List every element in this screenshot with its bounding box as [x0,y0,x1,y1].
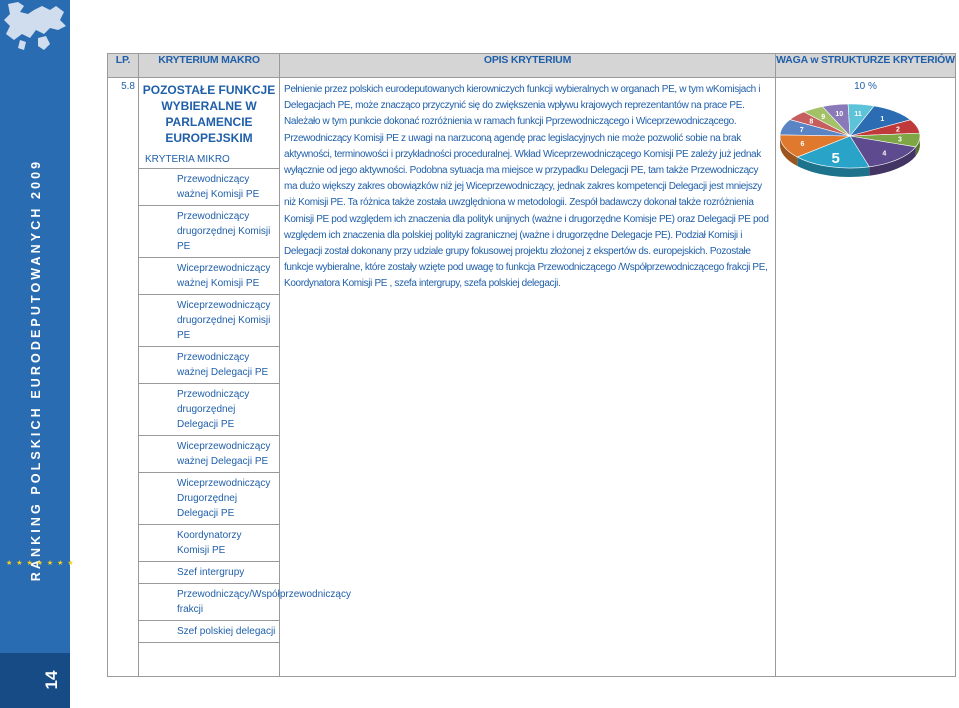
pie-slice-label: 2 [896,126,900,134]
macro-title: POZOSTAŁE FUNKCJE WYBIERALNE W PARLAMENCIE EUROPEJSKIM [142,83,276,145]
pie-chart [778,100,954,188]
eu-map-graphic [0,0,70,52]
pie-slice-label: 8 [809,118,814,126]
header-description: OPIS KRYTERIUM [280,54,776,78]
sidebar [0,0,75,708]
micro-item: Wiceprzewodniczący ważnej Delegacji PE [138,435,280,472]
weight-value: 10 % [854,81,877,92]
row-lp: 5.8 [108,78,139,677]
pie-slice-label: 9 [821,113,826,121]
pie-slice-label: 10 [835,110,844,118]
table-header-row [108,54,956,78]
pie-slice-label: 11 [854,110,862,118]
criteria-table [107,53,956,677]
pie-slice-label: 3 [898,136,902,144]
micro-item: Koordynatorzy Komisji PE [138,524,280,561]
micro-item-empty [138,642,280,676]
micro-item: Przewodniczący drugorzędnej Delegacji PE [138,383,280,435]
header-weight: WAGA w STRUKTURZE KRYTERIÓW [776,54,956,78]
micro-item: Szef intergrupy [138,561,280,583]
europe-map-icon [0,0,70,52]
pie-slice-label: 5 [831,150,840,168]
pie-slice-label: 4 [882,150,887,158]
micro-item: Przewodniczący/Współprzewodniczący frakcji [138,583,280,620]
pie-slice-label: 7 [799,126,804,134]
table-row [108,78,956,677]
row-description: Pełnienie przez polskich eurodeputowanych kierowniczych funkcji wybieralnych w organach PE, w tym wKomisjach i Delegacjach PE, może znacząco przyczynić się do zwiększenia wpływu krajowych reprezentantów na prace PE. Należało w tym punkcie dokonać rozróżnienia w ramach funkcji Pprzewodniczącego i Wiceprzewodniczącego. Przewodniczący Komisji PE z uwagi na narzuconą agendę prac legislacyjnych nie może pozwolić sobie na brak aktywności, terminowości i przykładności proceduralnej. Wkład Wiceprzewodniczącego Komisji PE zależy już jednak wyłącznie od jego aktywności. Podobna sytuacja ma miejsce w przypadku Delegacji PE, tam także Przewodniczący ma dużo większy zakres obowiązków niż jej Wiceprzewodniczący, jednak zakres kompetencji Delegacji jest mniejszy niż Komisji PE. Ta różnica także została uwzględniona w metodologii. Zespół badawczy dokonał także rozróżnienia Komisji PE pod względem ich znaczenia dla polityk unijnych (ważne i drugorzędne Komisje PE) oraz Delegacji PE pod względem ich znaczenia dla polskiej polityki zagranicznej (ważne i drugorzędne Delegacje PE). Podział Komisji i Delegacji został dokonany przy udziale grupy fokusowej projektu złożonej z ekspertów ds. europejskich. Pozostałe funkcje wybieralne, które zostały wzięte pod uwagę to funkcja Przewodniczącego /Współprzewodniczącego frakcji PE, Koordynatora Komisji PE , szefa intergrupy, szefa polskiej delegacji. [280,78,776,677]
micro-item: Wiceprzewodniczący Drugorzędnej Delegacji PE [138,472,280,524]
micro-label: KRYTERIA MIKRO [145,154,230,165]
micro-item: Wiceprzewodniczący ważnej Komisji PE [138,257,280,294]
sidebar-vertical-title: RANKING POLSKICH EURODEPUTOWANYCH 2009 [29,158,43,582]
micro-list [138,168,351,676]
pie-chart-wrap [778,100,953,193]
micro-item: Szef polskiej delegacji [138,620,280,642]
header-macro: KRYTERIUM MAKRO [139,54,280,78]
row-weight-cell [776,78,956,677]
micro-item: Wiceprzewodniczący drugorzędnej Komisji PE [138,294,280,346]
header-lp: LP. [108,54,139,78]
row-macro-cell [139,78,351,677]
pie-slice-label: 1 [880,115,885,123]
micro-item: Przewodniczący drugorzędnej Komisji PE [138,205,280,257]
pie-slice-label: 6 [800,141,805,149]
page-number: 14 [42,670,61,690]
micro-item: Przewodniczący ważnej Komisji PE [138,168,280,205]
micro-item: Przewodniczący ważnej Delegacji PE [138,346,280,383]
eu-stars-icon: ★ ★ ★ ★ ★ ★ ★ [6,560,75,567]
